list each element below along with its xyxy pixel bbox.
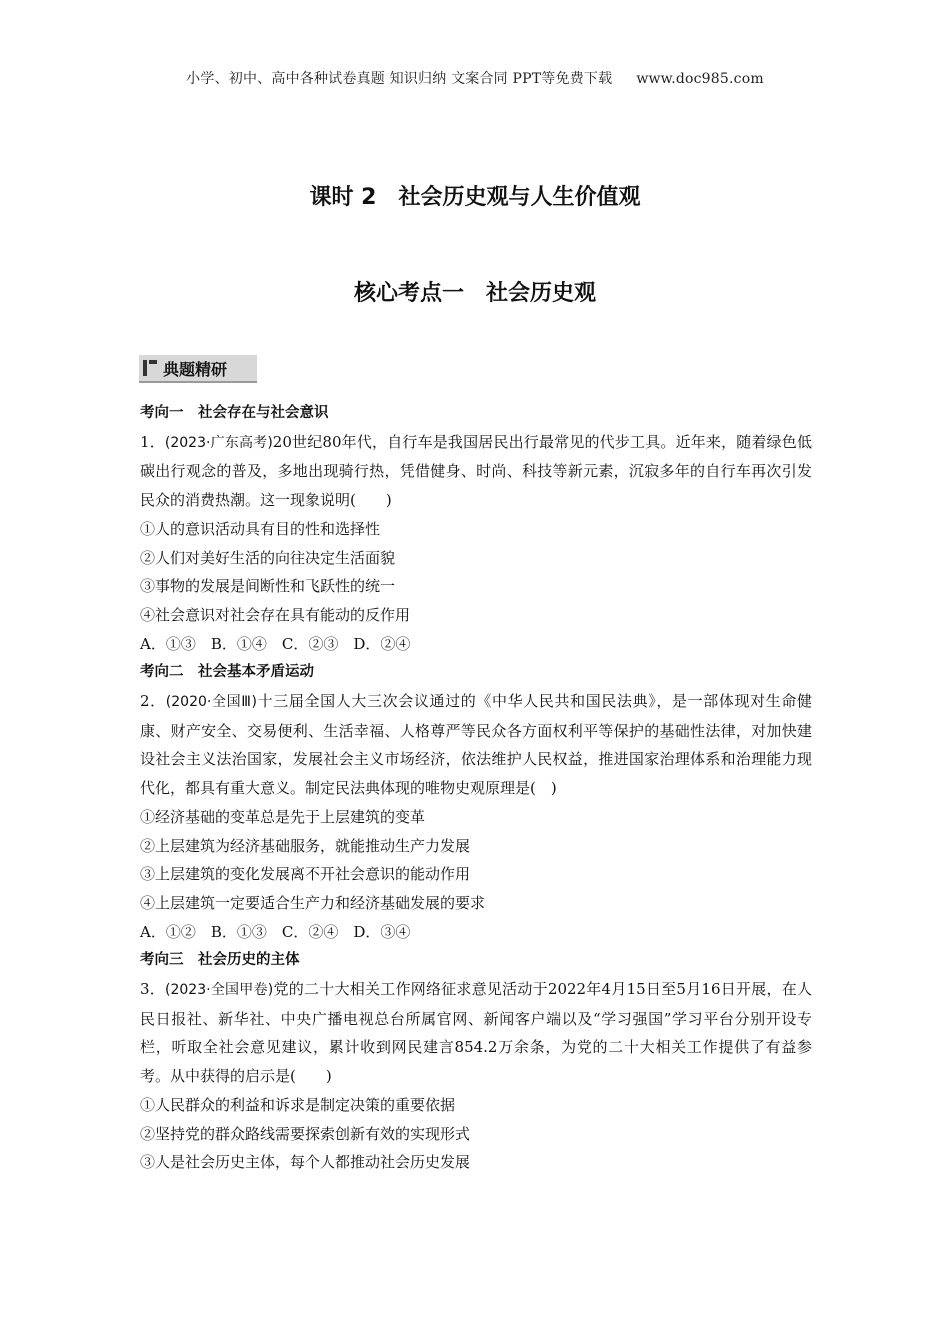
question-option: ④上层建筑一定要适合生产力和经济基础发展的要求 [140,893,486,912]
question-option: ②上层建筑为经济基础服务，就能推动生产力发展 [140,836,471,855]
question-option: ②坚持党的群众路线需要探索创新有效的实现形式 [140,1124,471,1143]
question-source: (2023·广东高考) [164,434,273,451]
question-option: ④社会意识对社会存在具有能动的反作用 [140,605,411,624]
direction-heading: 考向二 社会基本矛盾运动 [140,664,314,681]
section-tag [139,355,257,383]
question-number: 1． [140,432,165,451]
question-source: (2023·全国甲卷) [165,982,274,999]
answer-choices: A．①② B．①③ C．②④ D．③④ [140,922,411,941]
direction-heading: 考向三 社会历史的主体 [140,952,300,969]
question-text: 20世纪80年代，自行车是我国居民出行最常见的代步工具。近年来，随着绿色低碳出行观念的普及，多地出现骑行热，凭借健身、时尚、科技等新元素，沉寂多年的自行车再次引发民众的消费热潮。这一现象说明( ) [140,432,812,510]
document-body [140,399,812,1177]
core-point-title: 核心考点一 社会历史观 [353,281,596,306]
question-option: ②人们对美好生活的向往决定生活面貌 [140,548,396,567]
answer-choices: A．①③ B．①④ C．②③ D．②④ [140,634,411,653]
question-stem [140,687,812,803]
question-option: ③事物的发展是间断性和飞跃性的统一 [140,577,396,596]
question-stem [140,428,812,515]
question-text: 党的二十大相关工作网络征求意见活动于2022年4月15日至5月16日开展，在人民日报社、新华社、中央广播电视总台所属官网、新闻客户端以及“学习强国”学习平台分别开设专栏，听取全社会意见建议，累计收到网民建言854.2万余条，为党的二十大相关工作提供了有益参考。从中获得的启示是( ) [140,980,812,1086]
question-source: (2020·全国Ⅲ) [165,694,257,711]
section-marker-icon [143,360,157,376]
question-option: ③人是社会历史主体，每个人都推动社会历史发展 [140,1153,471,1172]
direction-heading: 考向一 社会存在与社会意识 [140,405,329,421]
question-option: ③上层建筑的变化发展离不开社会意识的能动作用 [140,865,471,884]
lesson-title: 课时 2 社会历史观与人生价值观 [309,185,641,210]
header-site-link[interactable]: www.doc985.com [636,71,764,87]
section-tag-label: 典题精研 [163,359,228,379]
question-number: 2． [140,692,166,711]
question-option: ①人民群众的利益和诉求是制定决策的重要依据 [140,1095,456,1114]
question-text: 十三届全国人大三次会议通过的《中华人民共和国民法典》，是一部体现对生命健康、财产安全、交易便利、生活幸福、人格尊严等民众各方面权利平等保护的基础性法律，对加快建设社会主义法治国家，发展社会主义市场经济，依法维护人民权益，推进国家治理体系和治理能力现代化，都具有重大意义。制定民法典体现的唯物史观原理是( ) [140,692,812,798]
page-header [0,68,950,88]
header-text: 小学、初中、高中各种试卷真题 知识归纳 文案合同 PPT等免费下载 [186,71,613,87]
question-stem [140,975,812,1091]
question-option: ①人的意识活动具有目的性和选择性 [140,519,381,538]
question-number: 3． [140,980,166,999]
question-option: ①经济基础的变革总是先于上层建筑的变革 [140,807,426,826]
